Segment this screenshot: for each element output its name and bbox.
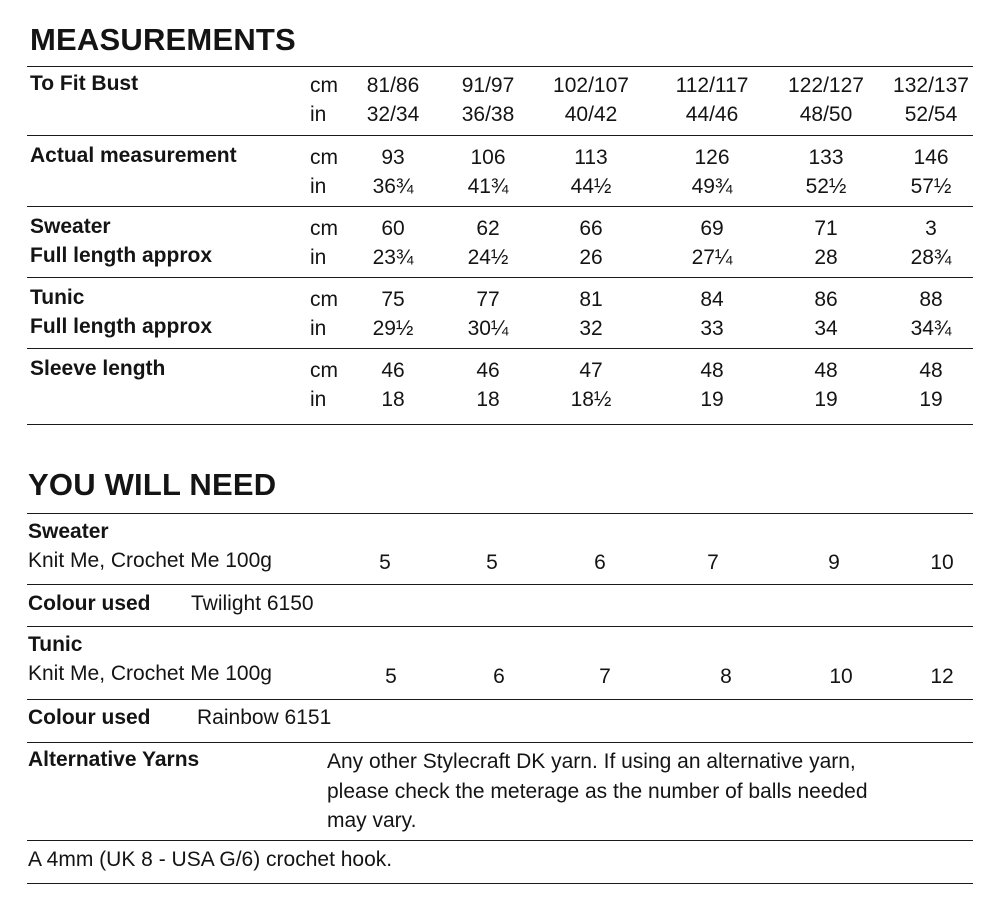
table-cell: 46 (476, 359, 500, 382)
sweater-colour-label: Colour used (28, 592, 151, 615)
table-cell: 69 (700, 217, 724, 240)
hook-text: A 4mm (UK 8 - USA G/6) crochet hook. (28, 848, 393, 871)
table-cell: 48/50 (799, 103, 853, 126)
tunic-colour-value: Rainbow 6151 (197, 706, 332, 729)
table-cell: 146 (913, 146, 949, 169)
unit-label: cm (310, 146, 338, 169)
table-cell: 26 (579, 246, 603, 269)
ball-count: 8 (720, 665, 732, 688)
table-cell: 19 (700, 388, 724, 411)
ball-count: 7 (707, 551, 719, 574)
table-cell: 18 (476, 388, 500, 411)
table-cell: 19 (919, 388, 943, 411)
table-cell: 112/117 (675, 74, 749, 97)
table-cell: 34¾ (910, 317, 952, 340)
table-cell: 27¼ (691, 246, 733, 269)
row-label: To Fit Bust (30, 72, 139, 95)
unit-label: in (310, 175, 327, 198)
table-cell: 81 (579, 288, 603, 311)
tunic-yarn: Knit Me, Crochet Me 100g (28, 662, 272, 685)
alternative-yarns-line: may vary. (327, 809, 417, 832)
row-label: Tunic (30, 286, 85, 309)
tunic-heading: Tunic (28, 633, 83, 656)
unit-label: cm (310, 217, 338, 240)
table-cell: 47 (579, 359, 603, 382)
unit-label: cm (310, 288, 338, 311)
table-cell: 91/97 (461, 74, 515, 97)
divider (27, 277, 973, 278)
unit-label: in (310, 103, 327, 126)
table-cell: 126 (694, 146, 730, 169)
table-cell: 23¾ (372, 246, 414, 269)
table-cell: 60 (381, 217, 405, 240)
table-cell: 81/86 (366, 74, 420, 97)
divider (27, 135, 973, 136)
divider (27, 699, 973, 700)
table-cell: 33 (700, 317, 724, 340)
table-cell: 36¾ (372, 175, 414, 198)
divider (27, 742, 973, 743)
table-cell: 102/107 (553, 74, 629, 97)
table-cell: 34 (814, 317, 838, 340)
table-cell: 77 (476, 288, 500, 311)
row-label: Actual measurement (30, 144, 237, 167)
divider (27, 584, 973, 585)
unit-label: in (310, 388, 327, 411)
divider (27, 626, 973, 627)
ball-count: 9 (828, 551, 840, 574)
table-cell: 36/38 (461, 103, 515, 126)
table-cell: 41¾ (467, 175, 509, 198)
sweater-yarn: Knit Me, Crochet Me 100g (28, 549, 272, 572)
table-cell: 18 (381, 388, 405, 411)
tunic-colour-label: Colour used (28, 706, 151, 729)
ball-count: 10 (829, 665, 853, 688)
table-cell: 44/46 (685, 103, 739, 126)
table-cell: 29½ (372, 317, 414, 340)
alternative-yarns-line: please check the meterage as the number of balls needed (327, 780, 868, 803)
table-cell: 86 (814, 288, 838, 311)
table-cell: 40/42 (564, 103, 618, 126)
table-cell: 113 (574, 146, 608, 169)
you-will-need-title: YOU WILL NEED (28, 467, 277, 502)
row-label: Full length approx (30, 244, 212, 267)
table-cell: 122/127 (788, 74, 864, 97)
table-cell: 75 (381, 288, 405, 311)
ball-count: 10 (930, 551, 954, 574)
table-cell: 62 (476, 217, 500, 240)
ball-count: 7 (599, 665, 611, 688)
ball-count: 5 (379, 551, 391, 574)
sweater-colour-value: Twilight 6150 (191, 592, 314, 615)
table-cell: 46 (381, 359, 405, 382)
table-cell: 84 (700, 288, 724, 311)
divider (27, 883, 973, 884)
table-cell: 106 (470, 146, 506, 169)
table-cell: 132/137 (893, 74, 969, 97)
table-cell: 71 (814, 217, 838, 240)
table-cell: 66 (579, 217, 603, 240)
row-label: Sleeve length (30, 357, 166, 380)
divider (27, 424, 973, 425)
table-cell: 48 (814, 359, 838, 382)
divider (27, 206, 973, 207)
unit-label: cm (310, 359, 338, 382)
divider (27, 348, 973, 349)
ball-count: 6 (493, 665, 505, 688)
ball-count: 5 (486, 551, 498, 574)
table-cell: 18½ (570, 388, 612, 411)
unit-label: cm (310, 74, 338, 97)
table-cell: 32/34 (366, 103, 420, 126)
table-cell: 44½ (570, 175, 612, 198)
unit-label: in (310, 246, 327, 269)
table-cell: 52½ (805, 175, 847, 198)
table-cell: 32 (579, 317, 603, 340)
table-cell: 24½ (467, 246, 509, 269)
table-cell: 19 (814, 388, 838, 411)
divider (27, 513, 973, 514)
row-label: Full length approx (30, 315, 212, 338)
alternative-yarns-line: Any other Stylecraft DK yarn. If using an alternative yarn, (327, 750, 856, 773)
table-cell: 49¾ (691, 175, 733, 198)
measurements-title: MEASUREMENTS (30, 22, 296, 57)
unit-label: in (310, 317, 327, 340)
divider (27, 840, 973, 841)
table-cell: 48 (700, 359, 724, 382)
table-cell: 88 (919, 288, 943, 311)
ball-count: 6 (594, 551, 606, 574)
table-cell: 28 (814, 246, 838, 269)
sweater-heading: Sweater (28, 520, 109, 543)
table-cell: 133 (808, 146, 844, 169)
table-cell: 52/54 (904, 103, 958, 126)
table-cell: 93 (381, 146, 405, 169)
ball-count: 5 (385, 665, 397, 688)
table-cell: 48 (919, 359, 943, 382)
ball-count: 12 (930, 665, 954, 688)
alternative-yarns-label: Alternative Yarns (28, 748, 200, 771)
table-cell: 28¾ (910, 246, 952, 269)
table-cell: 57½ (910, 175, 952, 198)
table-cell: 30¼ (467, 317, 509, 340)
divider (27, 66, 973, 67)
table-cell: 3 (925, 217, 937, 240)
row-label: Sweater (30, 215, 111, 238)
